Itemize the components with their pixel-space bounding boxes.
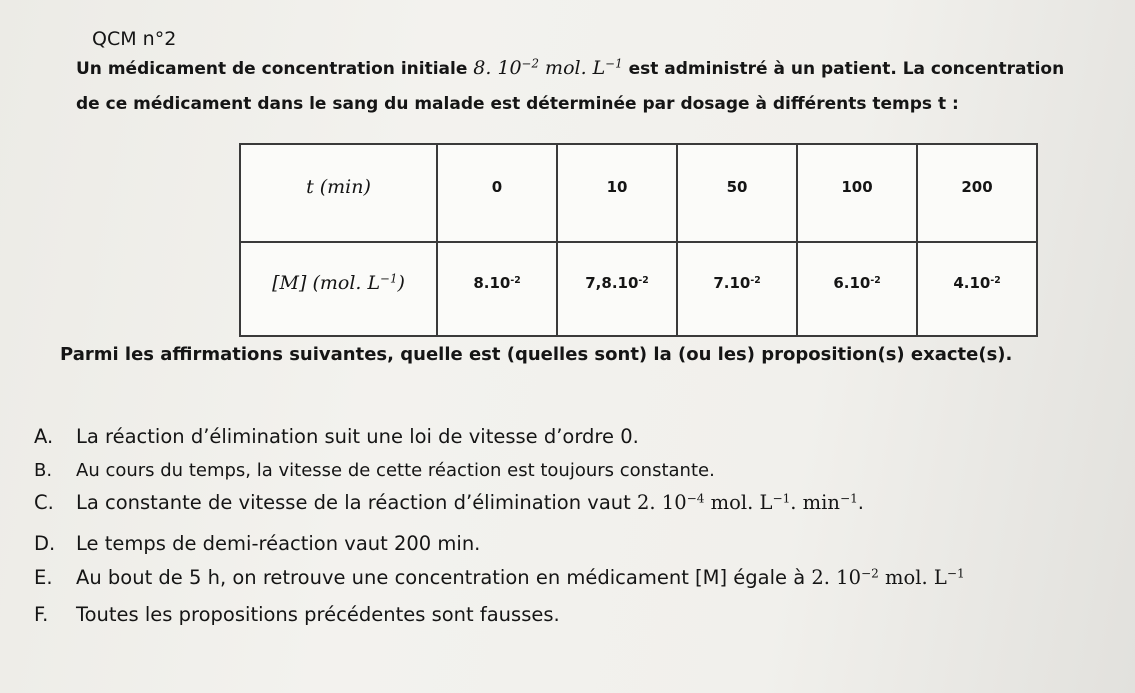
time-header: t (min)	[306, 176, 371, 198]
concentration-exp: -2	[990, 274, 1001, 286]
intro-part2: est administré à un patient. La concentration	[622, 59, 1065, 79]
option-text: La réaction d’élimination suit une loi de vitesse d’ordre 0.	[76, 425, 639, 448]
concentration-base: 6.10	[833, 274, 871, 292]
time-row	[240, 144, 1037, 242]
concentration-answer-exp: −2	[861, 566, 879, 581]
option-letter: E.	[34, 566, 53, 589]
option-text: Toutes les propositions précédentes sont fausses.	[76, 603, 560, 626]
concentration-base: 7,8.10	[585, 274, 639, 292]
concentration-exp: -2	[750, 274, 761, 286]
concentration-cell	[917, 242, 1037, 336]
time-cell	[797, 144, 917, 242]
option-text: Au bout de 5 h, on retrouve une concentration en médicament [M] égale à	[76, 566, 812, 589]
rate-constant-base: 2. 10	[637, 491, 687, 514]
rate-constant-unit-exp: −1	[772, 491, 791, 506]
concentration-base: 4.10	[953, 274, 991, 292]
concentration-header	[272, 272, 405, 294]
rate-constant-unit: mol. L	[704, 491, 773, 514]
concentration-value	[585, 274, 648, 292]
option-c[interactable]	[34, 491, 864, 514]
time-cell	[557, 144, 677, 242]
time-value: 10	[606, 178, 628, 196]
initial-concentration	[473, 57, 622, 79]
concentration-cell	[557, 242, 677, 336]
option-e[interactable]	[34, 566, 965, 589]
option-letter: C.	[34, 491, 54, 514]
qcm-title	[92, 28, 176, 50]
concentration-value	[473, 274, 520, 292]
option-f[interactable]	[34, 603, 560, 626]
option-d[interactable]	[34, 532, 480, 555]
concentration-exp: -2	[870, 274, 881, 286]
option-text: Le temps de demi-réaction vaut 200 min.	[76, 532, 481, 555]
concentration-value	[833, 274, 880, 292]
rate-constant-exp: −4	[686, 491, 705, 506]
time-cell	[437, 144, 557, 242]
option-c-end: .	[857, 491, 864, 514]
concentration-answer-unit: mol. L	[878, 566, 947, 589]
concentration-cell	[437, 242, 557, 336]
rate-constant-unit-2: . min	[790, 491, 840, 514]
concentration-value	[953, 274, 1000, 292]
time-cell	[677, 144, 797, 242]
concentration-answer-unit-exp: −1	[946, 566, 965, 581]
time-value: 0	[491, 178, 503, 196]
initial-concentration-exp: −2	[521, 56, 540, 71]
initial-concentration-unit-exp: −1	[605, 56, 623, 71]
initial-concentration-unit: mol. L	[539, 57, 606, 79]
time-value: 100	[841, 178, 873, 196]
concentration-cell	[677, 242, 797, 336]
intro-part1: Un médicament de concentration initiale	[76, 59, 474, 79]
option-b[interactable]	[34, 460, 715, 481]
concentration-answer-base: 2. 10	[811, 566, 861, 589]
option-text: Au cours du temps, la vitesse de cette réaction est toujours constante.	[76, 460, 715, 481]
concentration-base: 8.10	[473, 274, 511, 292]
concentration-answer-value	[811, 566, 964, 589]
option-text: La constante de vitesse de la réaction d’élimination vaut	[76, 491, 637, 514]
option-letter: A.	[34, 425, 54, 448]
qcm-title-prefix: QCM	[92, 28, 143, 50]
concentration-base: 7.10	[713, 274, 751, 292]
concentration-cell	[797, 242, 917, 336]
intro-line-1	[76, 57, 1064, 79]
time-header-cell	[240, 144, 437, 242]
concentration-header-exp: −1	[380, 271, 398, 286]
option-letter: D.	[34, 532, 56, 555]
option-a[interactable]	[34, 425, 639, 448]
concentration-header-cell	[240, 242, 437, 336]
intro-line-2: de ce médicament dans le sang du malade est déterminée par dosage à différents temps t :	[76, 94, 959, 114]
concentration-header-end: )	[397, 272, 405, 294]
time-value: 200	[961, 178, 993, 196]
rate-constant-value	[637, 491, 858, 514]
option-letter: F.	[34, 603, 49, 626]
concentration-exp: -2	[510, 274, 521, 286]
time-value: 50	[726, 178, 748, 196]
time-cell	[917, 144, 1037, 242]
question-prompt: Parmi les affirmations suivantes, quelle est (quelles sont) la (ou les) proposition(s) exacte(s).	[60, 344, 1013, 365]
concentration-header-text: [M] (mol. L	[272, 272, 381, 294]
concentration-exp: -2	[638, 274, 649, 286]
option-letter: B.	[34, 460, 53, 481]
data-table	[239, 143, 1038, 337]
concentration-row	[240, 242, 1037, 336]
initial-concentration-base: 8. 10	[473, 57, 522, 79]
rate-constant-unit-exp-2: −1	[839, 491, 858, 506]
qcm-title-number: n°2	[142, 28, 177, 50]
concentration-value	[713, 274, 760, 292]
